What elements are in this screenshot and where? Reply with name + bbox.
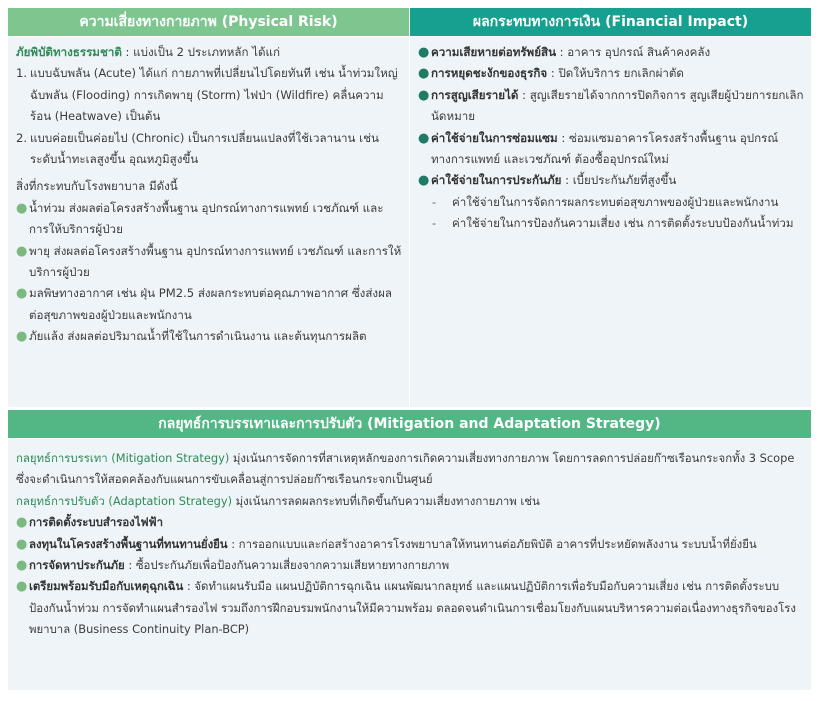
bullet-bold: ค่าใช้จ่ายในการซ่อมแซม <box>431 130 558 145</box>
bullet-icon: ● <box>418 130 430 146</box>
strategy-bullet <box>16 576 805 640</box>
numbered-item <box>16 128 403 171</box>
impact-bullet <box>16 283 403 326</box>
bullet-text: : เบี้ยประกันภัยที่สูงขึ้น <box>561 173 677 188</box>
bullet-bold: เตรียมพร้อมรับมือกับเหตุฉุกเฉิน <box>29 579 184 594</box>
bullet-text: : การออกแบบและก่อสร้างอาคารโรงพยาบาลให้ทนทานต่อภัยพิบัติ อาคารที่ประหยัดพลังงาน ระบบน้ำที่ยั่งยืน <box>227 536 757 551</box>
bullet-icon: ● <box>418 45 430 60</box>
bullet-text: : จัดทำแผนรับมือ แผนปฏิบัติการฉุกเฉิน แผนพัฒนากลยุทธ์ และแผนปฏิบัติการเพื่อรับมือกับความเสี่ยง เช่น การติดตั้งระบบป้องกันน้ำท่วม การจัดทำแผนสำรองไฟ รวมถึงการฝึกอบรมพนักงานให้มีความพร้อม ตลอดจนดำเนินการเชื่อมโยงกับแผนบริหารความต่อเนื่องทางธุรกิจของโรงพยาบาล (Business Continuity Plan-BCP) <box>29 579 796 637</box>
natural-disaster-text: : แบ่งเป็น 2 ประเภทหลัก ได้แก่ <box>121 45 281 59</box>
bullet-bold: การสูญเสียรายได้ <box>431 87 519 102</box>
impact-bullet <box>16 326 403 347</box>
financial-bullet <box>418 85 805 128</box>
bullet-icon: ● <box>16 579 28 595</box>
bullet-icon: ● <box>16 200 28 216</box>
dash-icon: - <box>432 194 437 209</box>
impact-bullet <box>16 198 403 241</box>
strategy-header: กลยุทธ์การบรรเทาและการปรับตัว (Mitigation and Adaptation Strategy) <box>8 410 811 438</box>
bullet-text: : ซ่อมแซมอาคารโครงสร้างพื้นฐาน อุปกรณ์ทางการแพทย์ และเวชภัณฑ์ ต้องซื้ออุปกรณ์ใหม่ <box>431 130 779 167</box>
financial-bullet <box>418 170 805 191</box>
bullet-text: : ซื้อประกันภัยเพื่อป้องกันความเสี่ยงจากความเสียหายทางกายภาพ <box>124 558 450 573</box>
physical-risk-panel <box>8 37 409 407</box>
bullet-text: น้ำท่วม ส่งผลต่อโครงสร้างพื้นฐาน อุปกรณ์ทางการแพทย์ เวชภัณฑ์ และการให้บริการผู้ป่วย <box>29 200 384 237</box>
physical-risk-header: ความเสี่ยงทางกายภาพ (Physical Risk) <box>8 8 409 36</box>
sub-item-text: ค่าใช้จ่ายในการจัดการผลกระทบต่อสุขภาพของผู้ป่วยและพนักงาน <box>452 194 779 209</box>
item-text: แบบค่อยเป็นค่อยไป (Chronic) เป็นการเปลี่ยนแปลงที่ใช้เวลานาน เช่น ระดับน้ำทะเลสูงขึ้น อุณหภูมิสูงขึ้น <box>30 130 379 167</box>
adaptation-text: มุ่งเน้นการลดผลกระทบที่เกิดขึ้นกับความเสี่ยงทางกายภาพ เช่น <box>232 493 540 508</box>
natural-disaster-title: ภัยพิบัติทางธรรมชาติ <box>16 45 122 59</box>
bullet-icon: ● <box>16 558 28 574</box>
item-number: 2. <box>16 130 28 145</box>
strategy-bullet <box>16 512 805 533</box>
bullet-bold: การติดตั้งระบบสำรองไฟฟ้า <box>29 515 163 530</box>
bullet-icon: ● <box>16 329 28 345</box>
bullet-bold: การหยุดชะงักของธุรกิจ <box>431 66 548 81</box>
bullet-icon: ● <box>16 243 28 259</box>
bullet-icon: ● <box>16 515 28 531</box>
adaptation-label: กลยุทธ์การปรับตัว (Adaptation Strategy) <box>16 493 233 508</box>
financial-sub-item <box>418 213 805 234</box>
bullet-icon: ● <box>418 87 430 103</box>
bullet-text: : ปิดให้บริการ ยกเลิกผ่าตัด <box>547 66 684 81</box>
bullet-text: ภัยแล้ง ส่งผลต่อปริมาณน้ำที่ใช้ในการดำเนินงาน และต้นทุนการผลิต <box>29 329 367 344</box>
bullet-text: พายุ ส่งผลต่อโครงสร้างพื้นฐาน อุปกรณ์ทางการแพทย์ เวชภัณฑ์ และการให้บริการผู้ป่วย <box>29 243 402 280</box>
bullet-icon: ● <box>418 173 430 189</box>
strategy-bullet <box>16 555 805 576</box>
bullet-icon: ● <box>418 66 430 82</box>
dash-icon: - <box>432 216 437 231</box>
sub-item-text: ค่าใช้จ่ายในการป้องกันความเสี่ยง เช่น การติดตั้งระบบป้องกันน้ำท่วม <box>452 216 794 231</box>
hospital-impact-title: สิ่งที่กระทบกับโรงพยาบาล มีดังนี้ <box>16 179 178 194</box>
impact-bullet <box>16 241 403 284</box>
mitigation-label: กลยุทธ์การบรรเทา (Mitigation Strategy) <box>16 451 230 465</box>
item-text: แบบฉับพลัน (Acute) ได้แก่ กายภาพที่เปลี่ยนไปโดยทันที เช่น น้ำท่วมใหญ่ฉับพลัน (Flooding) การเกิดพายุ (Storm) ไฟป่า (Wildfire) คลื่นความร้อน (Heatwave) เป็นต้น <box>30 66 398 124</box>
financial-bullet <box>418 63 805 84</box>
financial-bullet <box>418 42 805 63</box>
bullet-bold: ลงทุนในโครงสร้างพื้นฐานที่ทนทานยั่งยืน <box>29 536 228 551</box>
financial-impact-panel <box>410 37 811 407</box>
bullet-icon: ● <box>16 536 28 552</box>
bullet-text: : อาคาร อุปกรณ์ สินค้าคงคลัง <box>556 45 711 59</box>
financial-bullet <box>418 128 805 171</box>
mitigation-strategy <box>16 448 805 491</box>
bullet-bold: การจัดหาประกันภัย <box>29 558 125 573</box>
mitigation-text: มุ่งเน้นการจัดการที่สาเหตุหลักของการเกิดความเสี่ยงทางกายภาพ โดยการลดการปล่อยก๊าซเรือนกระจกทั้ง 3 Scope ซึ่งจะดำเนินการให้สอดคล้องกับแผนการขับเคลื่อนสู่การปล่อยก๊าซเรือนกระจกเป็นศูนย์ <box>16 451 795 487</box>
natural-disaster-intro <box>16 42 403 63</box>
bullet-bold: ค่าใช้จ่ายในการประกันภัย <box>431 173 562 188</box>
bullet-bold: ความเสียหายต่อทรัพย์สิน <box>431 45 556 59</box>
strategy-panel <box>8 439 811 690</box>
financial-impact-header: ผลกระทบทางการเงิน (Financial Impact) <box>410 8 811 36</box>
numbered-item <box>16 63 403 127</box>
financial-sub-item <box>418 192 805 213</box>
strategy-bullet <box>16 534 805 555</box>
bullet-icon: ● <box>16 286 28 302</box>
bullet-text: : สูญเสียรายได้จากการปิดกิจการ สูญเสียผู้ป่วยการยกเลิกนัดหมาย <box>431 87 804 124</box>
adaptation-strategy <box>16 491 805 512</box>
bullet-text: มลพิษทางอากาศ เช่น ฝุ่น PM2.5 ส่งผลกระทบต่อคุณภาพอากาศ ซึ่งส่งผลต่อสุขภาพของผู้ป่วยและพนักงาน <box>29 286 392 322</box>
item-number: 1. <box>16 66 28 81</box>
